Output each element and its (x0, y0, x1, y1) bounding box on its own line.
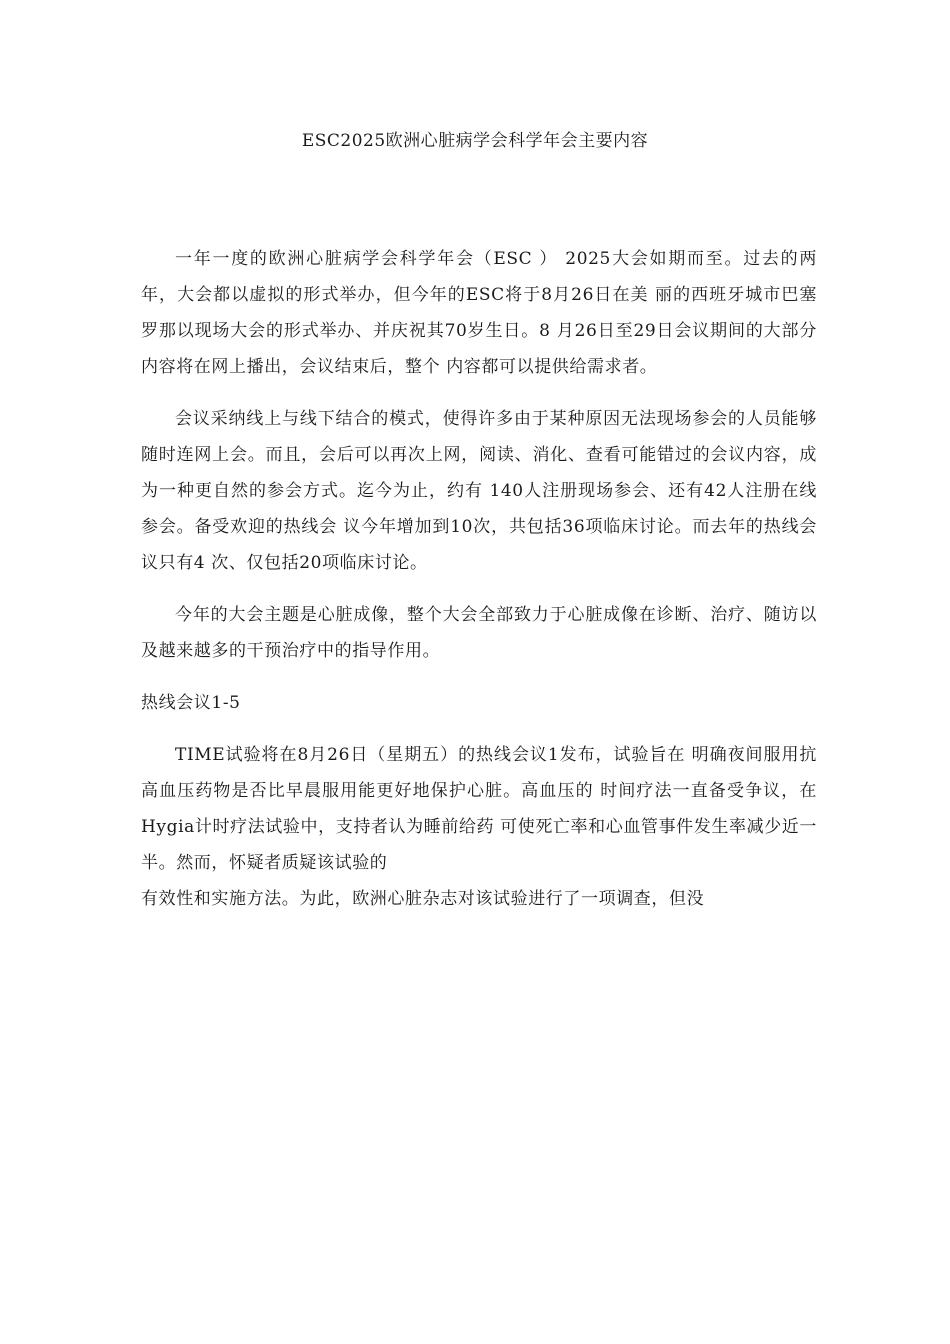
paragraph-format: 会议采纳线上与线下结合的模式，使得许多由于某种原因无法现场参会的人员能够随时连网上会。而且，会后可以再次上网，阅读、消化、查看可能错过的会议内容，成为一种更自然的参会方式。迄今为止，约有 140人注册现场参会、还有42人注册在线参会。备受欢迎的热线会 议今年增加到10次，共包括36项临床讨论。而去年的热线会议只有4 次、仅包括20项临床讨论。 (141, 409, 817, 573)
document-title: ESC2025欧洲心脏病学会科学年会主要内容 (301, 131, 649, 151)
paragraph-time-trial-continued: 有效性和实施方法。为此，欧洲心脏杂志对该试验进行了一项调查，但没 (141, 889, 705, 909)
section-heading: 热线会议1-5 (141, 693, 241, 713)
paragraph-time-trial: TIME试验将在8月26日（星期五）的热线会议1发布，试验旨在 明确夜间服用抗高血压药物是否比早晨服用能更好地保护心脏。高血压的 时间疗法一直备受争议，在Hygia计时疗法试验中，支持者认为睡前给药 可使死亡率和心血管事件发生率减少近一半。然而，怀疑者质疑该试验的 (141, 745, 817, 873)
document-body (141, 241, 817, 917)
paragraph-intro: 一年一度的欧洲心脏病学会科学年会（ESC ） 2025大会如期而至。过去的两年，大会都以虚拟的形式举办，但今年的ESC将于8月26日在美 丽的西班牙城市巴塞罗那以现场大会的形式举办、并庆祝其70岁生日。8 月26日至29日会议期间的大部分内容将在网上播出，会议结束后，整个 内容都可以提供给需求者。 (141, 249, 817, 377)
paragraph-theme: 今年的大会主题是心脏成像，整个大会全部致力于心脏成像在诊断、治疗、随访以及越来越多的干预治疗中的指导作用。 (141, 605, 817, 661)
